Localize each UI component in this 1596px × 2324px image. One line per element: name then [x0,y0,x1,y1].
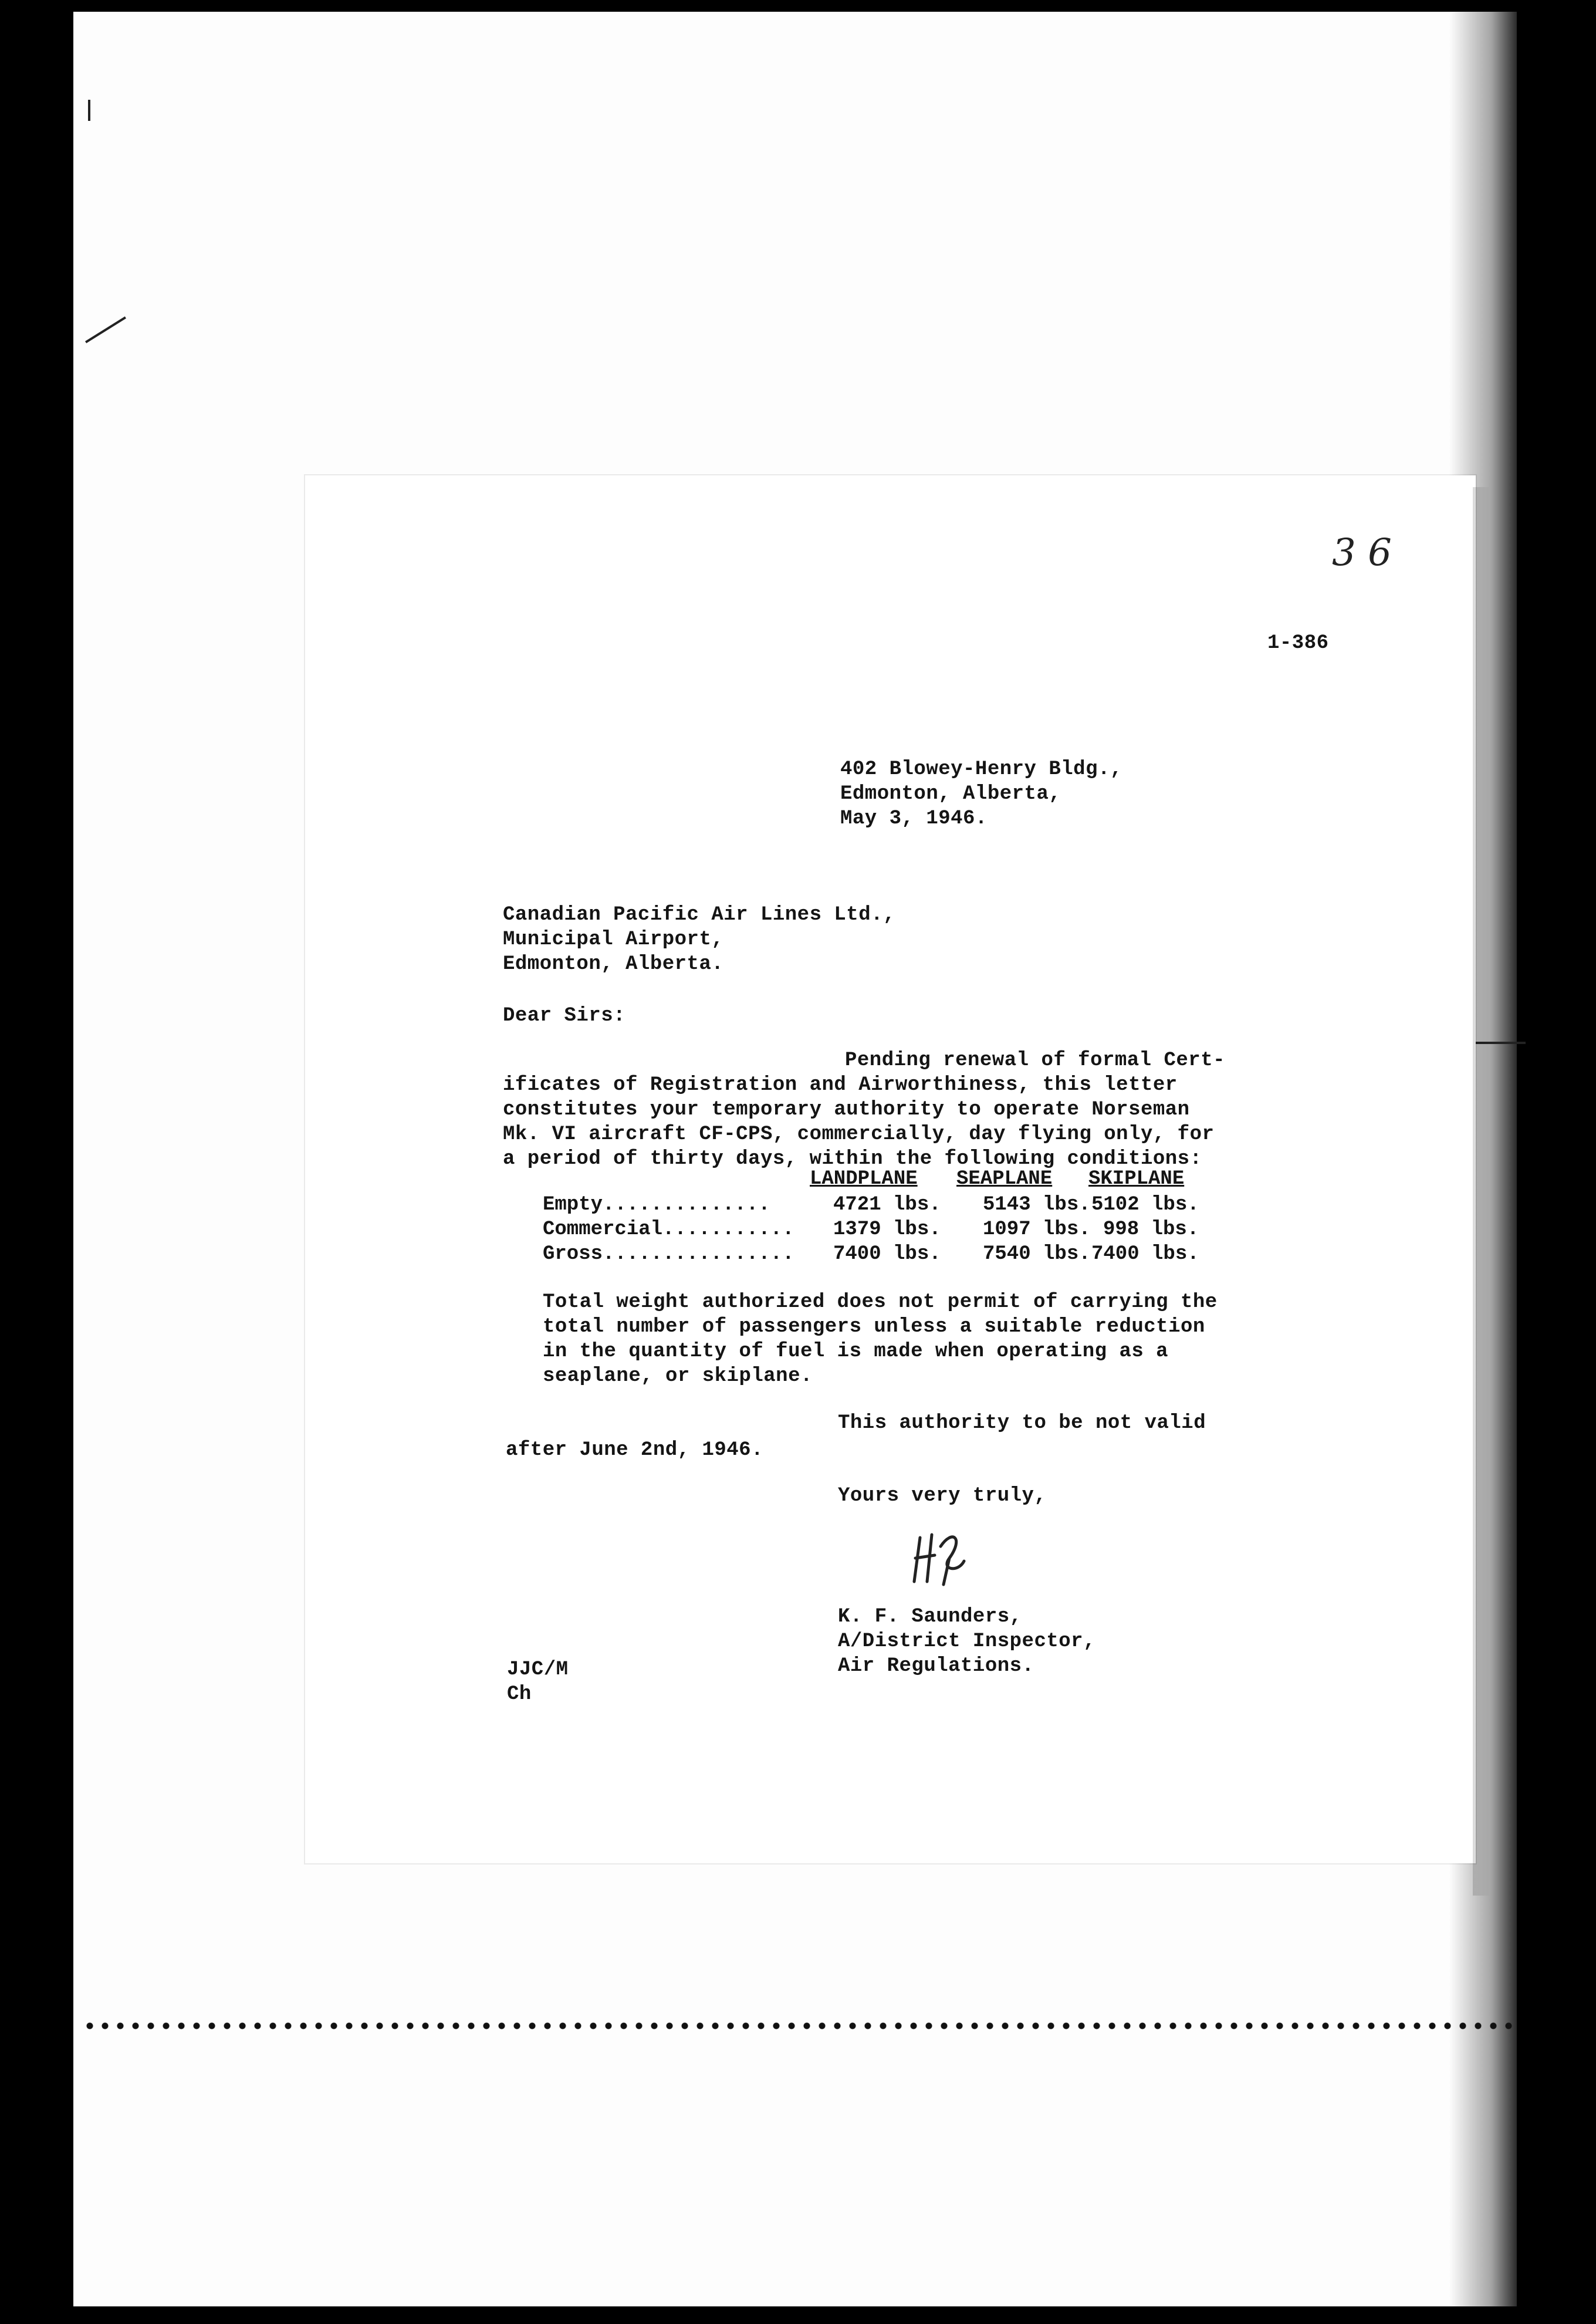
handwritten-page-number: 3 6 [1332,531,1392,575]
column-header-seaplane: SEAPLANE [956,1168,1053,1190]
page-shadow [1473,487,1490,1896]
typist-initials: JJC/M [507,1658,569,1681]
recipient-address-line: Edmonton, Alberta. [503,953,724,975]
row-label: Empty.............. [543,1194,770,1216]
salutation: Dear Sirs: [503,1005,626,1027]
column-header-landplane: LANDPLANE [810,1168,918,1190]
row-label: Commercial........... [543,1218,794,1241]
cell-landplane: 7400 lbs. [833,1243,941,1265]
file-number: 1-386 [1267,632,1329,654]
paragraph-line: Total weight authorized does not permit of carrying the [543,1291,1218,1313]
sender-address-line: Edmonton, Alberta, [840,783,1061,805]
cell-landplane: 1379 lbs. [833,1218,941,1241]
column-header-skiplane: SKIPLANE [1088,1168,1185,1190]
signatory-title: A/District Inspector, [838,1630,1095,1653]
cell-skiplane: 5102 lbs. [1091,1194,1199,1216]
paragraph-line: ificates of Registration and Airworthiness, this letter [503,1074,1178,1096]
cell-seaplane: 5143 lbs. [983,1194,1091,1216]
recipient-address-line: Municipal Airport, [503,928,724,951]
paragraph-line: total number of passengers unless a suitable reduction [543,1316,1205,1338]
letter-date: May 3, 1946. [840,808,988,830]
recipient-address-line: Canadian Pacific Air Lines Ltd., [503,904,895,926]
film-perforation-row [82,2021,1514,2031]
sender-address-line: 402 Blowey-Henry Bldg., [840,758,1122,781]
paragraph-line: constitutes your temporary authority to operate Norseman [503,1099,1190,1121]
handwritten-signature [908,1526,979,1590]
paragraph-line: Mk. VI aircraft CF-CPS, commercially, day flying only, for [503,1123,1215,1146]
paragraph-line: a period of thirty days, within the following conditions: [503,1148,1202,1170]
cell-skiplane: 998 lbs. [1103,1218,1199,1241]
cell-seaplane: 1097 lbs. [983,1218,1091,1241]
validity-line: This authority to be not valid [838,1412,1206,1434]
cell-seaplane: 7540 lbs. [983,1243,1091,1265]
cell-skiplane: 7400 lbs. [1091,1243,1199,1265]
typist-initials: Ch [507,1683,532,1705]
signatory-department: Air Regulations. [838,1655,1034,1677]
paragraph-line: seaplane, or skiplane. [543,1365,813,1387]
validity-date-line: after June 2nd, 1946. [506,1439,763,1461]
cell-landplane: 4721 lbs. [833,1194,941,1216]
signatory-name: K. F. Saunders, [838,1606,1022,1628]
paragraph-line: in the quantity of fuel is made when operating as a [543,1340,1169,1363]
paragraph-line: Pending renewal of formal Cert- [845,1049,1226,1072]
closing: Yours very truly, [838,1485,1047,1507]
row-label: Gross................ [543,1243,794,1265]
film-scratch [88,100,90,121]
